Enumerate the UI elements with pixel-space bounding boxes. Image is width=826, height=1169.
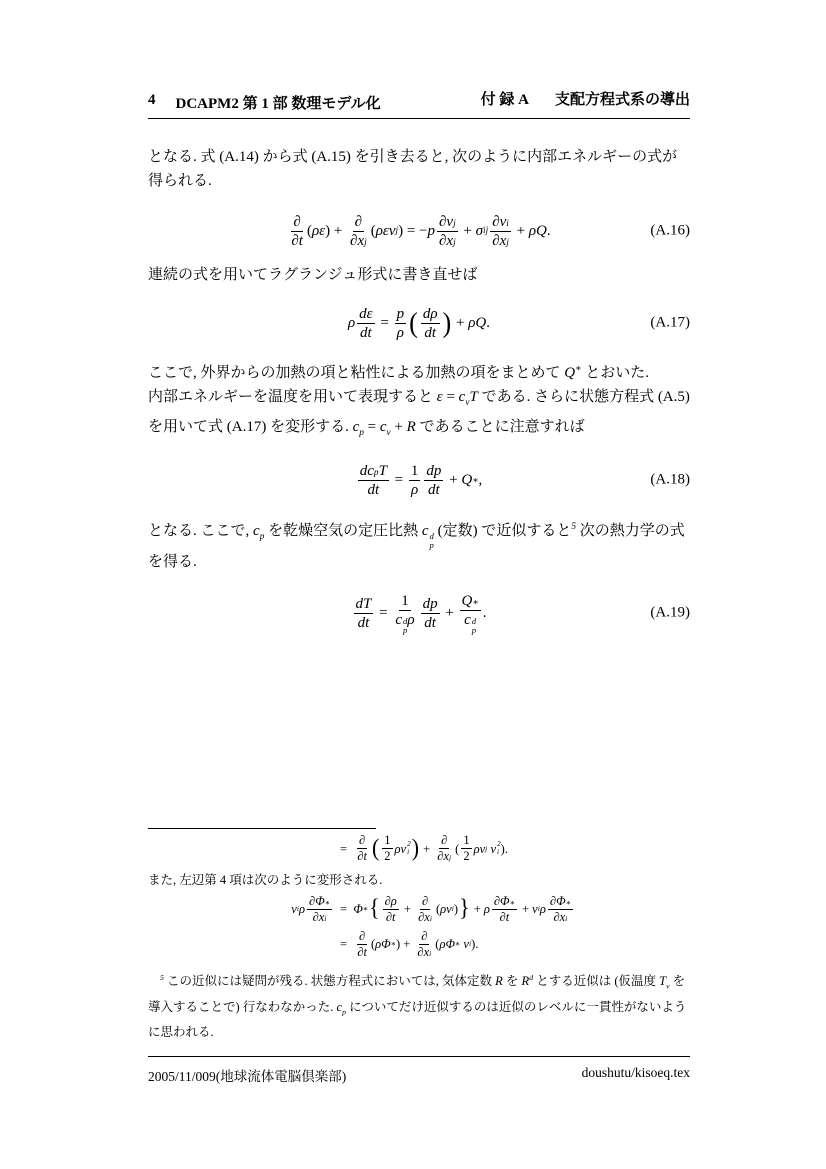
page-footer — [148, 1056, 690, 1085]
footnote-continued-equation-rhs: = $\frac{\partial}{\partial t}$ ( $\frac{1}{2}$ ρv 2 i ) + ∂ ∂x j ( $\frac{1}{2}$ ρv j v 2 i ). — [340, 833, 508, 864]
page-header — [148, 88, 690, 119]
paragraph-approximation: となる. ここで, $c_p$ を乾燥空気の定圧比熱 c d p (定数) で近似すると$^5$ 次の熱力学の式を得る. — [148, 522, 685, 571]
equation-a19-tag: (A.19) — [650, 604, 690, 621]
footnote-area — [148, 828, 690, 1042]
equation-a18 — [148, 455, 690, 505]
page-number: 4 — [148, 92, 156, 108]
equation-a19 — [148, 584, 690, 642]
footer-date-credit: 2005/11/009(地球流体電脳倶楽部) — [148, 1069, 347, 1084]
equation-a17 — [148, 297, 690, 349]
chapter-title: DCAPM2 第 1 部 数理モデル化 — [175, 96, 381, 112]
footnote-continued-equation — [148, 832, 690, 866]
paragraph-state-equation: 内部エネルギーを温度を用いて表現すると $\varepsilon = c_vT$ である. さらに状態方程式 (A.5) を用いて式 (A.17) を変形する. $c_p = c_v + R$ であることに注意すれば — [148, 389, 690, 438]
paragraph-lagrange: 連続の式を用いてラグランジュ形式に書き直せば — [148, 267, 478, 283]
equation-a16 — [148, 207, 690, 255]
footnote-5-text: $^5$ この近似には疑問が残る. 状態方程式においては, 気体定数 R を $R^d$ とする近似は (仮温度 $T_v$ を導入することで) 行なわなかった. $c_p$ についてだけ近似するのは近似のレベルに一貫性がないように思われる. — [148, 972, 687, 1039]
equation-a17-body: ρ $\frac{d\varepsilon}{dt}$ = $\frac{p}{\rho}$ ( $\frac{d\rho}{dt}$ ) + ρQ . — [347, 305, 491, 341]
equation-a18-tag: (A.18) — [650, 471, 690, 488]
footnote-rule — [148, 828, 376, 829]
footnote-phi-equation-lhs: v i ρ ∂Φ ∗ ∂x i — [291, 893, 330, 924]
footnote-phi-equation-rhs-line1: = Φ ∗ { $\frac{\partial\rho}{\partial t}$ + ∂ ∂x i ( ρv i ) } + ρ ∂Φ ∗ ∂t + v i ρ ∂Φ ∗ ∂x i — [340, 893, 571, 924]
equation-a19-body: $\frac{dT}{dt}$ = 1 c d p ρ $\frac{dp}{dt}$ + Q ∗ c d p . — [355, 592, 487, 635]
appendix-label: 付 録 A — [480, 92, 529, 108]
paragraph-qstar: ここで, 外界からの加熱の項と粘性による加熱の項をまとめて Q∗ とおいた. — [148, 364, 649, 381]
footnote-phi-equation-rhs-line2: = $\frac{\partial}{\partial t}$ ( ρΦ ∗ ) + ∂ ∂x i ( ρΦ ∗ v i ). — [340, 928, 479, 959]
header-right — [481, 88, 690, 109]
equation-a18-body: dc p T dt = $\frac{1}{\rho}$ $\frac{dp}{dt}$ + Q ∗ , — [359, 462, 483, 498]
footer-row — [148, 1057, 690, 1085]
header-left — [148, 92, 381, 113]
appendix-title: 支配方程式系の導出 — [554, 92, 690, 108]
footer-filename: doushutu/kisoeq.tex — [581, 1065, 690, 1080]
equation-a17-tag: (A.17) — [650, 314, 690, 331]
equation-a16-body: $\frac{\partial}{\partial t}$ ( ρε ) + ∂ ∂x j ( ρεv j ) = − p ∂v j ∂x j + σ ij ∂v i ∂x j + ρQ . — [291, 213, 551, 249]
footnote-intro-text: また, 左辺第 4 項は次のように変形される. — [148, 872, 383, 887]
footnote-phi-equation — [148, 894, 690, 960]
equation-a16-tag: (A.16) — [650, 222, 690, 239]
paragraph-intro: となる. 式 (A.14) から式 (A.15) を引き去ると, 次のように内部エネルギーの式が得られる. — [148, 149, 678, 189]
